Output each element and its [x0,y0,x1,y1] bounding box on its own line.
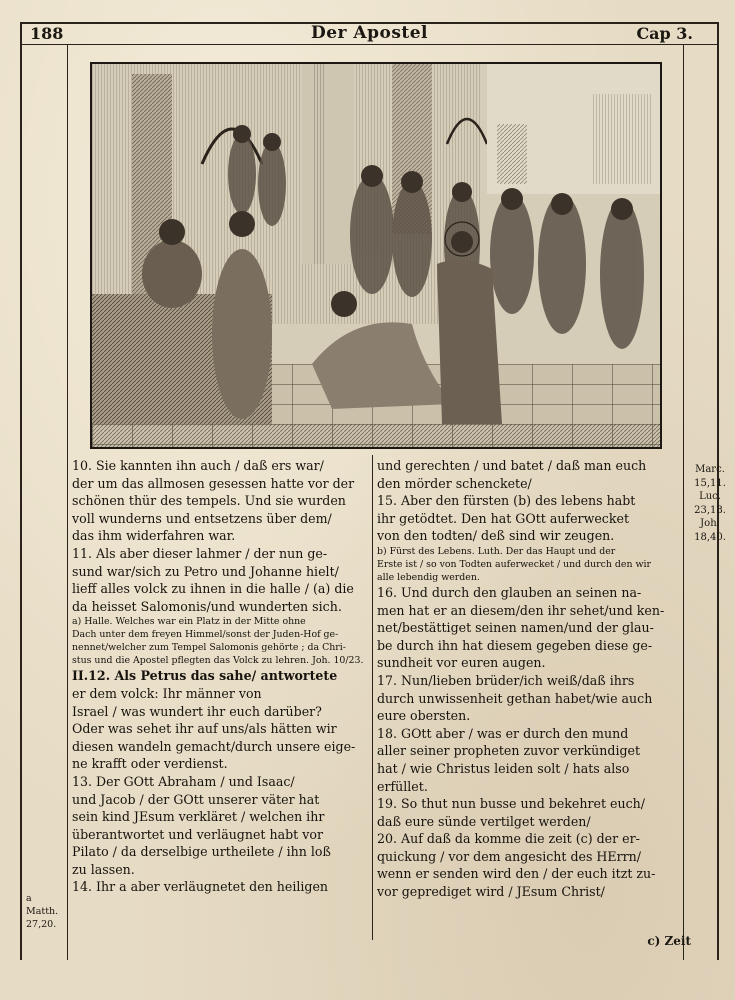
text-line: ne krafft oder verdienst. [72,756,228,772]
text-line: lieff alles volck zu ihnen in die halle / (a) die [72,581,354,597]
text-line: sundheit vor euren augen. [377,655,546,671]
text-line: II.12. Als Petrus das sahe/ antwortete [72,668,338,684]
text-line: von den todten/ deß sind wir zeugen. [377,528,615,544]
catchword: c) Zeit [647,934,691,948]
margin-reference: Luc. [699,491,721,502]
text-line: Israel / was wundert ihr euch darüber? [72,703,322,719]
margin-reference: a [26,893,32,904]
text-line: erfüllet. [377,778,428,794]
text-line: Pilato / da derselbige urtheilete / ihn loß [72,844,331,860]
footnote-line: a) Halle. Welches war ein Platz in der Mitte ohne [72,616,306,628]
margin-reference: 18,40. [694,531,726,543]
text-line: 17. Nun/lieben brüder/ich weiß/daß ihrs [377,672,635,688]
text-line: überantwortet und verläugnet habt vor [72,826,323,842]
text-line: men hat er an diesem/den ihr sehet/und ken- [377,602,665,618]
footnote-line: Dach unter dem freyen Himmel/sonst der Juden-Hof ge- [72,629,339,641]
inner-right-rule [683,44,684,960]
text-line: sund war/sich zu Petro und Johanne hielt/ [72,563,339,579]
text-line: und gerechten / und batet / daß man euch [377,458,647,473]
text-line: er dem volck: Ihr männer von [72,685,262,701]
inner-left-rule [67,44,68,960]
text-line: 15. Aber den fürsten (b) des lebens habt [377,493,636,509]
text-line: daß eure sünde vertilget werden/ [377,813,591,829]
margin-reference: 27,20. [26,919,57,930]
margin-reference: Joh. [700,518,720,529]
text-line: ihr getödtet. Den hat GOtt auferwecket [377,510,630,526]
text-line: 10. Sie kannten ihn auch / daß ers war/ [72,458,324,473]
engraving-illustration [90,62,662,449]
header-rule [20,44,719,45]
text-line: 19. So thut nun busse und bekehret euch/ [377,796,645,812]
running-title: Der Apostel [310,23,429,43]
right-text-column [377,457,679,901]
text-line: durch unwissenheit gethan habet/wie auch [377,690,653,706]
text-line: das ihm widerfahren war. [72,528,236,544]
text-line: schönen thür des tempels. Und sie wurden [72,493,346,509]
text-line: wenn er senden wird den / der euch itzt zu- [377,866,656,882]
right-margin-references [688,463,732,544]
text-line: 16. Und durch den glauben an seinen na- [377,584,642,600]
text-line: 13. Der GOtt Abraham / und Isaac/ [72,773,295,789]
footnote-line: stus und die Apostel pflegten das Volck zu lehren. Joh. 10/23. [72,655,364,667]
footnote-line: Erste ist / so von Todten auferwecket / und durch den wir [377,558,652,570]
text-line: quickung / vor dem angesicht des HErrn/ [377,848,642,864]
text-line: und Jacob / der GOtt unserer väter hat [72,791,320,807]
footnote-line: nennet/welcher zum Tempel Salomonis gehörte ; da Chri- [72,642,346,654]
text-line: zu lassen. [72,861,135,877]
text-line: 20. Auf daß da komme die zeit (c) der er- [377,831,640,847]
margin-reference: Marc. [695,464,725,475]
text-line: 18. GOtt aber / was er durch den mund [377,725,629,741]
text-line: voll wunderns und entsetzens über dem/ [72,510,332,526]
text-line: net/bestättiget seinen namen/und der glau- [377,620,654,636]
chapter-label: Cap 3. [636,24,693,43]
text-line: hat / wie Christus leiden solt / hats also [377,760,630,776]
page-number: 188 [30,24,64,43]
text-line: be durch ihn hat diesem gegeben diese ge- [377,637,653,653]
text-line: 14. Ihr a aber verläugnetet den heiligen [72,879,329,895]
frame-left-rule [20,22,22,960]
margin-reference: Matth. [26,906,59,917]
left-text-column [72,457,370,896]
text-line: der um das allmosen gesessen hatte vor der [72,475,355,491]
text-line: da heisset Salomonis/und wunderten sich. [72,598,342,614]
text-line: Oder was sehet ihr auf uns/als hätten wir [72,721,337,737]
footnote-line: b) Fürst des Lebens. Luth. Der das Haupt und der [377,545,616,557]
text-line: 11. Als aber dieser lahmer / der nun ge- [72,545,328,561]
text-line: den mörder schenckete/ [377,475,532,491]
text-line: vor geprediget wird / JEsum Christ/ [377,884,605,900]
column-divider [372,455,373,940]
margin-reference: 23,18. [694,504,726,516]
text-line: sein kind JEsum verkläret / welchen ihr [72,809,325,825]
left-margin-references [26,892,66,931]
margin-reference: 15,11. [694,477,726,489]
text-line: eure obersten. [377,708,471,724]
text-line: diesen wandeln gemacht/durch unsere eige- [72,738,356,754]
running-header [22,23,717,44]
text-line: aller seiner propheten zuvor verkündiget [377,743,641,759]
footnote-line: alle lebendig werden. [377,571,480,583]
